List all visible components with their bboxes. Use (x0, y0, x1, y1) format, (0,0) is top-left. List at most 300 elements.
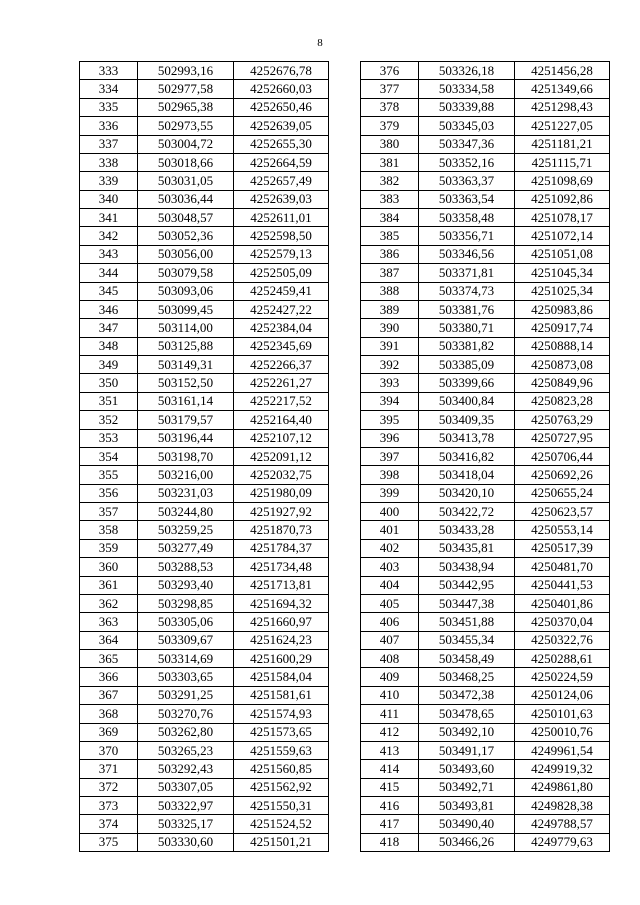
x-coordinate-cell: 503347,36 (419, 135, 515, 153)
x-coordinate-cell: 503455,34 (419, 631, 515, 649)
x-coordinate-cell: 503048,57 (138, 209, 234, 227)
point-number-cell: 344 (80, 264, 138, 282)
x-coordinate-cell: 503196,44 (138, 429, 234, 447)
table-row (80, 503, 329, 521)
y-coordinate-cell: 4251624,23 (234, 631, 329, 649)
x-coordinate-cell: 503292,43 (138, 760, 234, 778)
y-coordinate-cell: 4251072,14 (515, 227, 610, 245)
point-number-cell: 401 (361, 521, 419, 539)
point-number-cell: 347 (80, 319, 138, 337)
table-row (361, 613, 610, 631)
y-coordinate-cell: 4252664,59 (234, 153, 329, 171)
point-number-cell: 369 (80, 723, 138, 741)
table-row (80, 594, 329, 612)
x-coordinate-cell: 503152,50 (138, 374, 234, 392)
y-coordinate-cell: 4250655,24 (515, 484, 610, 502)
table-row (80, 631, 329, 649)
y-coordinate-cell: 4251181,21 (515, 135, 610, 153)
table-row (361, 209, 610, 227)
y-coordinate-cell: 4252384,04 (234, 319, 329, 337)
x-coordinate-cell: 503468,25 (419, 668, 515, 686)
y-coordinate-cell: 4251078,17 (515, 209, 610, 227)
y-coordinate-cell: 4250481,70 (515, 558, 610, 576)
x-coordinate-cell: 503298,85 (138, 594, 234, 612)
point-number-cell: 348 (80, 337, 138, 355)
table-row (80, 705, 329, 723)
x-coordinate-cell: 502973,55 (138, 117, 234, 135)
point-number-cell: 340 (80, 190, 138, 208)
table-row (361, 429, 610, 447)
point-number-cell: 403 (361, 558, 419, 576)
x-coordinate-cell: 503345,03 (419, 117, 515, 135)
x-coordinate-cell: 503442,95 (419, 576, 515, 594)
table-row (361, 650, 610, 668)
y-coordinate-cell: 4250823,28 (515, 392, 610, 410)
table-row (80, 135, 329, 153)
y-coordinate-cell: 4252032,75 (234, 466, 329, 484)
point-number-cell: 389 (361, 300, 419, 318)
x-coordinate-cell: 503447,38 (419, 594, 515, 612)
x-coordinate-cell: 503326,18 (419, 62, 515, 80)
y-coordinate-cell: 4250401,86 (515, 594, 610, 612)
y-coordinate-cell: 4250917,74 (515, 319, 610, 337)
x-coordinate-cell: 503493,81 (419, 797, 515, 815)
point-number-cell: 390 (361, 319, 419, 337)
table-row (361, 190, 610, 208)
table-row (80, 80, 329, 98)
y-coordinate-cell: 4251456,28 (515, 62, 610, 80)
point-number-cell: 398 (361, 466, 419, 484)
y-coordinate-cell: 4251584,04 (234, 668, 329, 686)
x-coordinate-cell: 503381,76 (419, 300, 515, 318)
x-coordinate-cell: 503334,58 (419, 80, 515, 98)
y-coordinate-cell: 4252611,01 (234, 209, 329, 227)
x-coordinate-cell: 503352,16 (419, 153, 515, 171)
y-coordinate-cell: 4250370,04 (515, 613, 610, 631)
x-coordinate-cell: 503490,40 (419, 815, 515, 833)
y-coordinate-cell: 4252639,05 (234, 117, 329, 135)
point-number-cell: 411 (361, 705, 419, 723)
y-coordinate-cell: 4252639,03 (234, 190, 329, 208)
point-number-cell: 386 (361, 245, 419, 263)
point-number-cell: 383 (361, 190, 419, 208)
y-coordinate-cell: 4249861,80 (515, 778, 610, 796)
y-coordinate-cell: 4249779,63 (515, 833, 610, 851)
table-row (361, 484, 610, 502)
x-coordinate-cell: 503413,78 (419, 429, 515, 447)
y-coordinate-cell: 4251045,34 (515, 264, 610, 282)
y-coordinate-cell: 4251573,65 (234, 723, 329, 741)
point-number-cell: 409 (361, 668, 419, 686)
point-number-cell: 392 (361, 356, 419, 374)
table-row (80, 356, 329, 374)
point-number-cell: 417 (361, 815, 419, 833)
table-row (80, 539, 329, 557)
y-coordinate-cell: 4251524,52 (234, 815, 329, 833)
x-coordinate-cell: 503458,49 (419, 650, 515, 668)
y-coordinate-cell: 4249828,38 (515, 797, 610, 815)
x-coordinate-cell: 503346,56 (419, 245, 515, 263)
point-number-cell: 375 (80, 833, 138, 851)
point-number-cell: 379 (361, 117, 419, 135)
x-coordinate-cell: 503435,81 (419, 539, 515, 557)
x-coordinate-cell: 503385,09 (419, 356, 515, 374)
x-coordinate-cell: 503259,25 (138, 521, 234, 539)
table-row (361, 741, 610, 759)
x-coordinate-cell: 503056,00 (138, 245, 234, 263)
x-coordinate-cell: 503380,71 (419, 319, 515, 337)
table-row (361, 172, 610, 190)
table-row (361, 705, 610, 723)
point-number-cell: 357 (80, 503, 138, 521)
table-row (80, 521, 329, 539)
y-coordinate-cell: 4250124,06 (515, 686, 610, 704)
x-coordinate-cell: 503492,10 (419, 723, 515, 741)
point-number-cell: 377 (361, 80, 419, 98)
x-coordinate-cell: 503381,82 (419, 337, 515, 355)
table-row (80, 117, 329, 135)
point-number-cell: 367 (80, 686, 138, 704)
y-coordinate-cell: 4251784,37 (234, 539, 329, 557)
y-coordinate-cell: 4251559,63 (234, 741, 329, 759)
y-coordinate-cell: 4252107,12 (234, 429, 329, 447)
point-number-cell: 381 (361, 153, 419, 171)
table-row (361, 576, 610, 594)
point-number-cell: 356 (80, 484, 138, 502)
y-coordinate-cell: 4252261,27 (234, 374, 329, 392)
y-coordinate-cell: 4250441,53 (515, 576, 610, 594)
point-number-cell: 362 (80, 594, 138, 612)
y-coordinate-cell: 4250763,29 (515, 411, 610, 429)
table-row (80, 319, 329, 337)
point-number-cell: 378 (361, 98, 419, 116)
point-number-cell: 414 (361, 760, 419, 778)
point-number-cell: 388 (361, 282, 419, 300)
y-coordinate-cell: 4250517,39 (515, 539, 610, 557)
x-coordinate-cell: 503277,49 (138, 539, 234, 557)
x-coordinate-cell: 503307,05 (138, 778, 234, 796)
table-row (80, 264, 329, 282)
point-number-cell: 345 (80, 282, 138, 300)
x-coordinate-cell: 503231,03 (138, 484, 234, 502)
x-coordinate-cell: 503400,84 (419, 392, 515, 410)
y-coordinate-cell: 4250322,76 (515, 631, 610, 649)
table-row (361, 778, 610, 796)
y-coordinate-cell: 4251562,92 (234, 778, 329, 796)
table-row (361, 466, 610, 484)
point-number-cell: 376 (361, 62, 419, 80)
point-number-cell: 351 (80, 392, 138, 410)
point-number-cell: 366 (80, 668, 138, 686)
point-number-cell: 382 (361, 172, 419, 190)
x-coordinate-cell: 503079,58 (138, 264, 234, 282)
y-coordinate-cell: 4251051,08 (515, 245, 610, 263)
y-coordinate-cell: 4251660,97 (234, 613, 329, 631)
table-row (80, 190, 329, 208)
y-coordinate-cell: 4251298,43 (515, 98, 610, 116)
x-coordinate-cell: 503149,31 (138, 356, 234, 374)
y-coordinate-cell: 4252650,46 (234, 98, 329, 116)
table-row (361, 374, 610, 392)
x-coordinate-cell: 503330,60 (138, 833, 234, 851)
y-coordinate-cell: 4251092,86 (515, 190, 610, 208)
table-row (361, 447, 610, 465)
point-number-cell: 354 (80, 447, 138, 465)
point-number-cell: 341 (80, 209, 138, 227)
point-number-cell: 355 (80, 466, 138, 484)
x-coordinate-cell: 503422,72 (419, 503, 515, 521)
table-row (80, 558, 329, 576)
table-row (80, 723, 329, 741)
x-coordinate-cell: 503114,00 (138, 319, 234, 337)
table-row (361, 392, 610, 410)
point-number-cell: 370 (80, 741, 138, 759)
x-coordinate-cell: 503466,26 (419, 833, 515, 851)
x-coordinate-cell: 503244,80 (138, 503, 234, 521)
point-number-cell: 334 (80, 80, 138, 98)
table-row (80, 62, 329, 80)
coordinates-table-left (79, 61, 329, 852)
table-row (361, 245, 610, 263)
y-coordinate-cell: 4250888,14 (515, 337, 610, 355)
table-row (80, 466, 329, 484)
point-number-cell: 336 (80, 117, 138, 135)
table-row (80, 447, 329, 465)
x-coordinate-cell: 503099,45 (138, 300, 234, 318)
y-coordinate-cell: 4251600,29 (234, 650, 329, 668)
point-number-cell: 353 (80, 429, 138, 447)
table-row (80, 760, 329, 778)
x-coordinate-cell: 503409,35 (419, 411, 515, 429)
table-row (361, 833, 610, 851)
point-number-cell: 412 (361, 723, 419, 741)
y-coordinate-cell: 4252091,12 (234, 447, 329, 465)
y-coordinate-cell: 4251927,92 (234, 503, 329, 521)
table-row (361, 558, 610, 576)
y-coordinate-cell: 4252505,09 (234, 264, 329, 282)
table-row (80, 833, 329, 851)
table-row (80, 797, 329, 815)
y-coordinate-cell: 4251574,93 (234, 705, 329, 723)
point-number-cell: 335 (80, 98, 138, 116)
x-coordinate-cell: 503031,05 (138, 172, 234, 190)
y-coordinate-cell: 4249788,57 (515, 815, 610, 833)
x-coordinate-cell: 503303,65 (138, 668, 234, 686)
point-number-cell: 339 (80, 172, 138, 190)
x-coordinate-cell: 503451,88 (419, 613, 515, 631)
x-coordinate-cell: 503491,17 (419, 741, 515, 759)
x-coordinate-cell: 503179,57 (138, 411, 234, 429)
table-row (80, 282, 329, 300)
coordinates-table-right (360, 61, 610, 852)
table-row (80, 576, 329, 594)
x-coordinate-cell: 503018,66 (138, 153, 234, 171)
table-row (80, 153, 329, 171)
table-row (361, 797, 610, 815)
x-coordinate-cell: 503004,72 (138, 135, 234, 153)
point-number-cell: 338 (80, 153, 138, 171)
point-number-cell: 363 (80, 613, 138, 631)
y-coordinate-cell: 4251581,61 (234, 686, 329, 704)
table-row (80, 392, 329, 410)
point-number-cell: 415 (361, 778, 419, 796)
x-coordinate-cell: 503363,54 (419, 190, 515, 208)
table-row (80, 98, 329, 116)
table-row (361, 62, 610, 80)
table-row (80, 209, 329, 227)
point-number-cell: 359 (80, 539, 138, 557)
table-row (80, 650, 329, 668)
table-row (80, 815, 329, 833)
point-number-cell: 413 (361, 741, 419, 759)
x-coordinate-cell: 503198,70 (138, 447, 234, 465)
table-row (80, 172, 329, 190)
point-number-cell: 380 (361, 135, 419, 153)
point-number-cell: 391 (361, 337, 419, 355)
table-row (80, 337, 329, 355)
x-coordinate-cell: 503125,88 (138, 337, 234, 355)
table-row (361, 521, 610, 539)
table-row (361, 98, 610, 116)
point-number-cell: 371 (80, 760, 138, 778)
x-coordinate-cell: 503371,81 (419, 264, 515, 282)
y-coordinate-cell: 4252266,37 (234, 356, 329, 374)
y-coordinate-cell: 4249919,32 (515, 760, 610, 778)
y-coordinate-cell: 4250010,76 (515, 723, 610, 741)
x-coordinate-cell: 503293,40 (138, 576, 234, 594)
y-coordinate-cell: 4251550,31 (234, 797, 329, 815)
table-row (80, 741, 329, 759)
x-coordinate-cell: 503493,60 (419, 760, 515, 778)
point-number-cell: 333 (80, 62, 138, 80)
x-coordinate-cell: 503314,69 (138, 650, 234, 668)
y-coordinate-cell: 4251025,34 (515, 282, 610, 300)
point-number-cell: 399 (361, 484, 419, 502)
table-row (361, 135, 610, 153)
y-coordinate-cell: 4251560,85 (234, 760, 329, 778)
y-coordinate-cell: 4251713,81 (234, 576, 329, 594)
point-number-cell: 365 (80, 650, 138, 668)
point-number-cell: 384 (361, 209, 419, 227)
x-coordinate-cell: 503420,10 (419, 484, 515, 502)
x-coordinate-cell: 503356,71 (419, 227, 515, 245)
x-coordinate-cell: 502977,58 (138, 80, 234, 98)
x-coordinate-cell: 503478,65 (419, 705, 515, 723)
y-coordinate-cell: 4252655,30 (234, 135, 329, 153)
point-number-cell: 416 (361, 797, 419, 815)
x-coordinate-cell: 503291,25 (138, 686, 234, 704)
point-number-cell: 410 (361, 686, 419, 704)
table-row (361, 356, 610, 374)
x-coordinate-cell: 503093,06 (138, 282, 234, 300)
y-coordinate-cell: 4252164,40 (234, 411, 329, 429)
x-coordinate-cell: 502965,38 (138, 98, 234, 116)
page-number: 8 (317, 37, 323, 49)
y-coordinate-cell: 4252657,49 (234, 172, 329, 190)
table-row (361, 282, 610, 300)
x-coordinate-cell: 503325,17 (138, 815, 234, 833)
table-row (361, 227, 610, 245)
x-coordinate-cell: 503399,66 (419, 374, 515, 392)
point-number-cell: 404 (361, 576, 419, 594)
table-row (361, 319, 610, 337)
x-coordinate-cell: 503339,88 (419, 98, 515, 116)
y-coordinate-cell: 4250553,14 (515, 521, 610, 539)
point-number-cell: 394 (361, 392, 419, 410)
y-coordinate-cell: 4250623,57 (515, 503, 610, 521)
point-number-cell: 408 (361, 650, 419, 668)
point-number-cell: 343 (80, 245, 138, 263)
table-row (80, 429, 329, 447)
table-row (361, 815, 610, 833)
y-coordinate-cell: 4251098,69 (515, 172, 610, 190)
point-number-cell: 350 (80, 374, 138, 392)
table-row (80, 668, 329, 686)
table-row (361, 723, 610, 741)
point-number-cell: 358 (80, 521, 138, 539)
x-coordinate-cell: 503472,38 (419, 686, 515, 704)
point-number-cell: 352 (80, 411, 138, 429)
y-coordinate-cell: 4251980,09 (234, 484, 329, 502)
y-coordinate-cell: 4251694,32 (234, 594, 329, 612)
point-number-cell: 393 (361, 374, 419, 392)
table-row (361, 153, 610, 171)
point-number-cell: 342 (80, 227, 138, 245)
x-coordinate-cell: 503492,71 (419, 778, 515, 796)
table-row (361, 503, 610, 521)
table-row (361, 539, 610, 557)
y-coordinate-cell: 4250224,59 (515, 668, 610, 686)
y-coordinate-cell: 4250101,63 (515, 705, 610, 723)
table-row (80, 300, 329, 318)
x-coordinate-cell: 503265,23 (138, 741, 234, 759)
y-coordinate-cell: 4251734,48 (234, 558, 329, 576)
y-coordinate-cell: 4252676,78 (234, 62, 329, 80)
point-number-cell: 402 (361, 539, 419, 557)
table-row (361, 264, 610, 282)
table-row (361, 300, 610, 318)
point-number-cell: 418 (361, 833, 419, 851)
table-row (361, 117, 610, 135)
y-coordinate-cell: 4251227,05 (515, 117, 610, 135)
y-coordinate-cell: 4252427,22 (234, 300, 329, 318)
point-number-cell: 406 (361, 613, 419, 631)
table-row (80, 227, 329, 245)
table-row (80, 374, 329, 392)
table-row (80, 686, 329, 704)
table-row (361, 760, 610, 778)
point-number-cell: 397 (361, 447, 419, 465)
point-number-cell: 372 (80, 778, 138, 796)
point-number-cell: 349 (80, 356, 138, 374)
y-coordinate-cell: 4251115,71 (515, 153, 610, 171)
x-coordinate-cell: 503270,76 (138, 705, 234, 723)
point-number-cell: 387 (361, 264, 419, 282)
x-coordinate-cell: 503433,28 (419, 521, 515, 539)
y-coordinate-cell: 4250692,26 (515, 466, 610, 484)
point-number-cell: 360 (80, 558, 138, 576)
y-coordinate-cell: 4252459,41 (234, 282, 329, 300)
x-coordinate-cell: 503216,00 (138, 466, 234, 484)
x-coordinate-cell: 503288,53 (138, 558, 234, 576)
point-number-cell: 395 (361, 411, 419, 429)
point-number-cell: 368 (80, 705, 138, 723)
point-number-cell: 346 (80, 300, 138, 318)
table-row (361, 631, 610, 649)
y-coordinate-cell: 4250727,95 (515, 429, 610, 447)
y-coordinate-cell: 4250288,61 (515, 650, 610, 668)
x-coordinate-cell: 503262,80 (138, 723, 234, 741)
